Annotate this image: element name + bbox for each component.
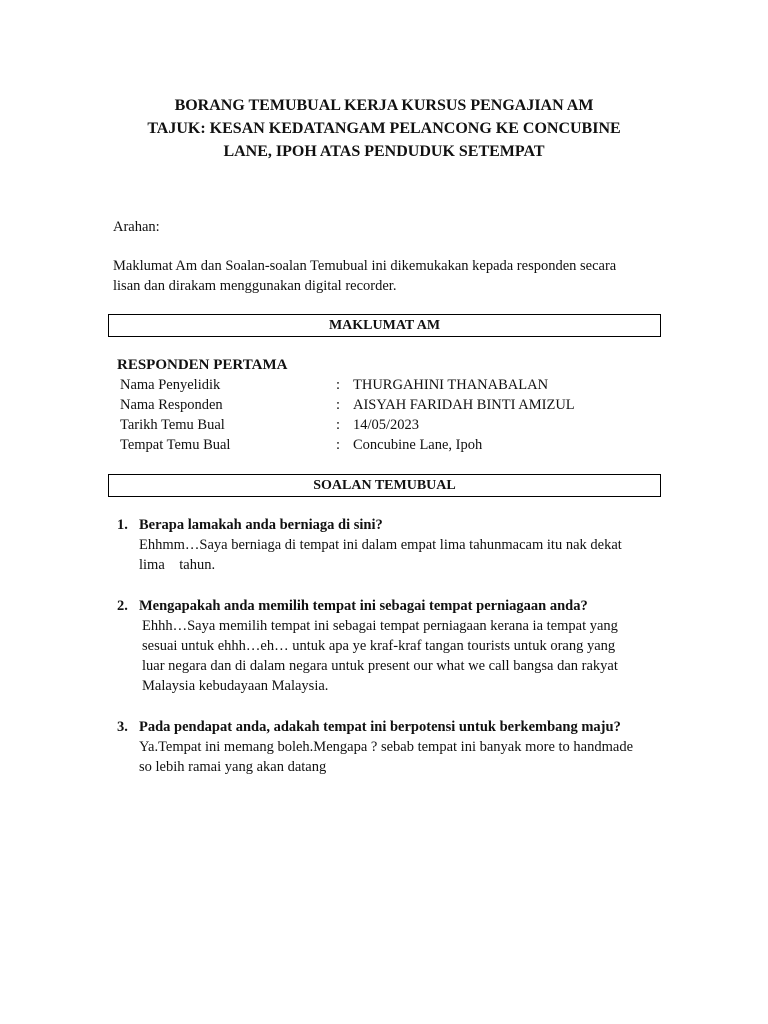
answer-line: Malaysia kebudayaan Malaysia. (142, 678, 329, 694)
question-text: Pada pendapat anda, adakah tempat ini berpotensi untuk berkembang maju? (139, 719, 621, 735)
info-value: AISYAH FARIDAH BINTI AMIZUL (353, 397, 575, 413)
title-line-1: BORANG TEMUBUAL KERJA KURSUS PENGAJIAN AM (174, 97, 594, 114)
title-line-2: TAJUK: KESAN KEDATANGAM PELANCONG KE CONCUBINE (147, 120, 621, 137)
question-text: Berapa lamakah anda berniaga di sini? (139, 517, 383, 533)
info-value: 14/05/2023 (353, 417, 420, 433)
answer-line: Ehhmm…Saya berniaga di tempat ini dalam empat lima tahunmacam itu nak dekat (139, 537, 622, 553)
answer-line: sesuai untuk ehhh…eh… untuk apa ye kraf-kraf tangan tourists untuk orang yang (142, 638, 616, 654)
info-value: THURGAHINI THANABALAN (353, 377, 549, 393)
document-title (0, 94, 768, 163)
info-row-tempat (120, 435, 680, 455)
info-row-tarikh (120, 415, 680, 435)
info-colon: : (336, 437, 341, 453)
question-number: 2. (117, 598, 128, 614)
answer-text (139, 737, 659, 777)
answer-line: Ya.Tempat ini memang boleh.Mengapa ? sebab tempat ini banyak more to handmade (139, 739, 633, 755)
question-text: Mengapakah anda memilih tempat ini sebagai tempat perniagaan anda? (139, 598, 588, 614)
info-value: Concubine Lane, Ipoh (353, 437, 483, 453)
info-colon: : (336, 417, 341, 433)
question-number: 1. (117, 517, 128, 533)
answer-text (139, 535, 659, 575)
info-row-penyelidik (120, 375, 680, 395)
maklumat-am-header: MAKLUMAT AM (108, 314, 661, 337)
title-line-3: LANE, IPOH ATAS PENDUDUK SETEMPAT (223, 143, 545, 160)
arahan-text-line-1: Maklumat Am dan Soalan-soalan Temubual ini dikemukakan kepada responden secara (113, 258, 617, 274)
answer-line: luar negara dan di dalam negara untuk present our what we call bangsa dan rakyat (142, 658, 618, 674)
info-row-responden (120, 395, 680, 415)
info-label: Tempat Temu Bual (120, 437, 231, 453)
soalan-temubual-header: SOALAN TEMUBUAL (108, 474, 661, 497)
info-colon: : (336, 377, 341, 393)
info-label: Tarikh Temu Bual (120, 417, 225, 433)
answer-line: so lebih ramai yang akan datang (139, 759, 327, 775)
arahan-text-line-2: lisan dan dirakam menggunakan digital recorder. (113, 278, 397, 294)
answer-text (142, 616, 662, 696)
info-label: Nama Responden (120, 397, 223, 413)
info-colon: : (336, 397, 341, 413)
arahan-label: Arahan: (113, 219, 160, 235)
answer-line: Ehhh…Saya memilih tempat ini sebagai tempat perniagaan kerana ia tempat yang (142, 618, 618, 634)
info-label: Nama Penyelidik (120, 377, 221, 393)
question-number: 3. (117, 719, 128, 735)
answer-line: lima tahun. (139, 557, 216, 573)
responden-title: RESPONDEN PERTAMA (117, 357, 288, 373)
